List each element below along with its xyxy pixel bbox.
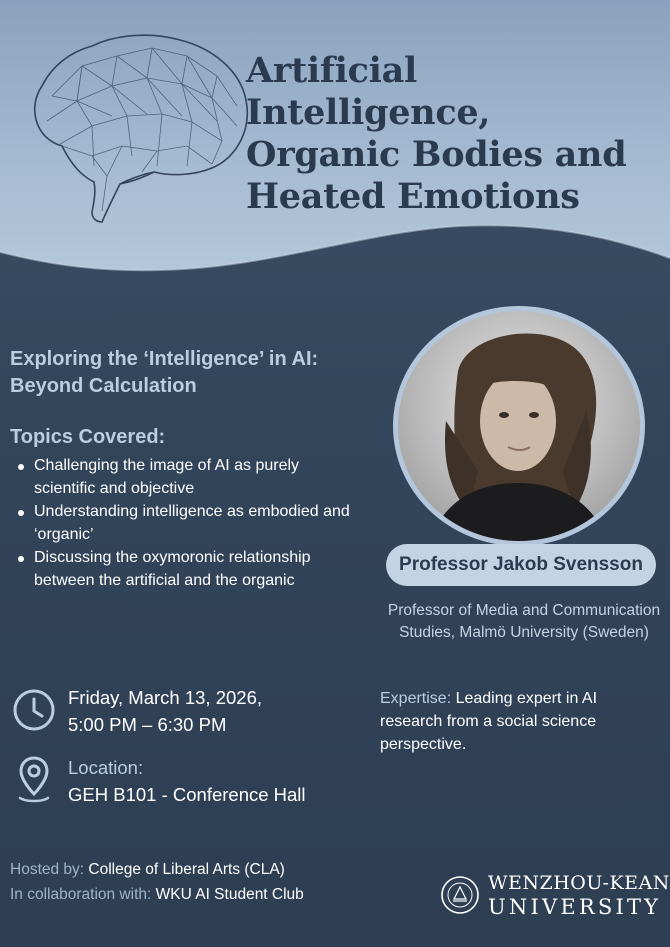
- topics-list: [14, 455, 364, 593]
- hosted-by: Hosted by: College of Liberal Arts (CLA): [10, 861, 285, 878]
- topic-item: Discussing the oxymoronic relationship between the artificial and the organic: [14, 547, 364, 592]
- speaker-expertise: [380, 687, 650, 756]
- location-value: GEH B101 - Conference Hall: [68, 784, 306, 805]
- expertise-text: Leading expert in AI research from a social science perspective.: [380, 690, 598, 753]
- topic-item: Challenging the image of AI as purely scientific and objective: [14, 455, 364, 500]
- university-seal-icon: [440, 875, 480, 915]
- speaker-name: Professor Jakob Svensson: [386, 544, 656, 586]
- speaker-photo: [398, 311, 640, 541]
- location-label: Location:: [68, 757, 144, 778]
- map-pin-icon: [16, 754, 52, 804]
- speaker-portrait: [398, 311, 640, 541]
- topics-heading: Topics Covered:: [10, 426, 166, 448]
- brain-icon: [22, 26, 254, 232]
- expertise-label: Expertise:: [380, 690, 452, 707]
- speaker-affiliation: Professor of Media and Communication Studies, Malmö University (Sweden): [387, 602, 661, 641]
- bullet: [18, 464, 24, 470]
- university-name-line1: WENZHOU-KEAN: [488, 872, 670, 894]
- bullet: [18, 510, 24, 516]
- university-name-line2: UNIVERSITY: [488, 895, 662, 919]
- topic-item: Understanding intelligence as embodied and ‘organic’: [14, 501, 364, 546]
- event-title: Artificial Intelligence, Organic Bodies and Heated Emotions: [246, 50, 627, 217]
- bullet: [18, 556, 24, 562]
- clock-icon: [12, 688, 56, 732]
- collaboration: In collaboration with: WKU AI Student Club: [10, 886, 304, 903]
- event-subtitle: Exploring the ‘Intelligence’ in AI: Beyond Calculation: [10, 348, 319, 397]
- event-datetime: Friday, March 13, 2026, 5:00 PM – 6:30 PM: [68, 687, 262, 735]
- speaker-photo-frame: [393, 306, 645, 546]
